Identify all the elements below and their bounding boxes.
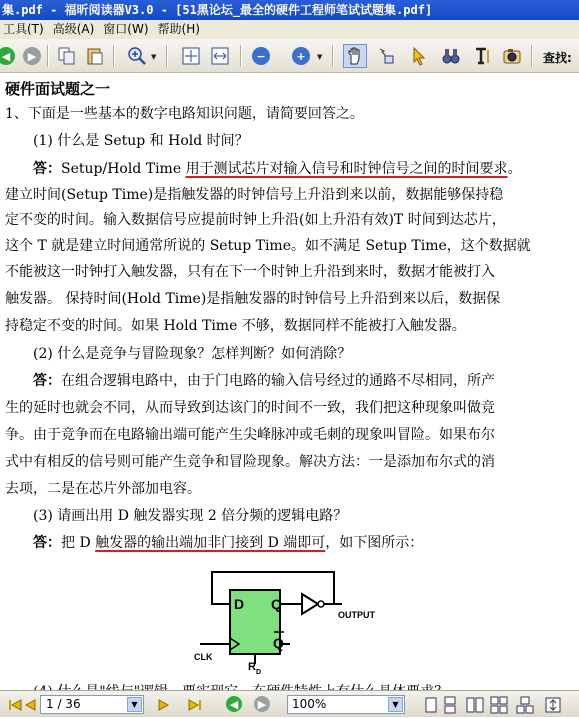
menu-tools[interactable]: 工具(T) xyxy=(3,22,44,36)
answer-1-end: 。 xyxy=(507,161,522,177)
qbar-output-label: Q xyxy=(273,635,284,651)
fit-page-icon[interactable] xyxy=(179,44,203,68)
menu-bar xyxy=(0,20,579,39)
paragraph-line: 定不变的时间。输入数据信号应提前时钟上升沿(如上升沿有效)T 时间到达芯片， xyxy=(5,212,506,228)
menu-window[interactable]: 窗口(W) xyxy=(103,22,149,36)
answer-1-text: Setup/Hold Time xyxy=(61,161,186,177)
chevron-down-icon[interactable]: ▼ xyxy=(317,53,323,61)
zoom-value: 100% xyxy=(292,697,327,711)
zoom-level-field[interactable] xyxy=(287,695,405,714)
toolbar xyxy=(0,39,579,73)
answer-2-text: 在组合逻辑电路中，由于门电路的输入信号经过的通路不尽相同，所产 xyxy=(61,373,495,389)
chevron-down-icon[interactable]: ▼ xyxy=(127,697,142,712)
answer-1-first-line xyxy=(33,160,522,179)
page-title: 硬件面试题之一 xyxy=(5,80,111,98)
highlighted-text: 触发器的输出端加非门接到 D 端即可 xyxy=(95,535,326,551)
cover-view-icon[interactable] xyxy=(516,696,534,714)
document-page xyxy=(0,74,579,690)
paragraph-line: 这个 T 就是建立时间通常所说的 Setup Time。如不满足 Setup Time，这个数据就 xyxy=(5,238,531,254)
prev-page-icon[interactable] xyxy=(23,696,37,714)
q-output-label: Q xyxy=(271,596,282,612)
paragraph-line: 争。由于竞争而在电路输出端可能产生尖峰脉冲或毛刺的现象叫冒险。如果布尔 xyxy=(5,427,495,443)
paragraph-line: 生的延时也就会不同，从而导致到达该门的时间不一致，我们把这种现象叫做竞 xyxy=(5,400,495,416)
answer-label: 答： xyxy=(33,535,61,551)
question-2: (2) 什么是竞争与冒险现象？怎样判断？如何消除？ xyxy=(33,346,352,362)
paragraph-line: 去项，二是在芯片外部加电容。 xyxy=(5,481,201,497)
chevron-down-icon[interactable]: ▼ xyxy=(388,697,403,712)
hand-tool-icon[interactable] xyxy=(343,44,367,68)
find-binoculars-icon[interactable] xyxy=(439,44,463,68)
copy-icon[interactable] xyxy=(55,44,79,68)
zoom-out-icon[interactable]: − xyxy=(249,44,273,68)
not-gate-icon xyxy=(302,594,318,614)
zoom-in-icon[interactable] xyxy=(125,44,149,68)
continuous-view-icon[interactable] xyxy=(443,696,457,714)
forward-icon[interactable]: ▶ xyxy=(20,44,44,68)
not-gate-bubble xyxy=(318,601,324,607)
question-1: (1) 什么是 Setup 和 Hold 时间？ xyxy=(33,133,249,149)
arrow-cursor-icon[interactable] xyxy=(407,44,431,68)
intro-text: 1、下面是一些基本的数字电路知识问题，请简要回答之。 xyxy=(5,106,364,122)
answer-3-post: ，如下图所示： xyxy=(325,535,424,551)
page-number-field[interactable] xyxy=(40,695,144,714)
highlighted-text: 用于测试芯片对输入信号和时钟信号之间的时间要求 xyxy=(185,161,508,177)
paragraph-line: 不能被这一时钟打入触发器，只有在下一个时钟上升沿到来时，数据才能被打入 xyxy=(5,264,495,280)
back-view-icon[interactable]: ◀ xyxy=(226,696,242,714)
paragraph-line: 式中有相反的信号则可能产生竞争和冒险现象。解决方法：一是添加布尔式的消 xyxy=(5,454,495,470)
first-page-icon[interactable] xyxy=(7,696,23,714)
paragraph-line: 触发器。 保持时间(Hold Time)是指触发器的时钟信号上升沿到来以后，数据保 xyxy=(5,291,501,307)
next-page-icon[interactable] xyxy=(157,696,171,714)
forward-view-icon[interactable]: ▶ xyxy=(254,696,270,714)
paste-icon[interactable] xyxy=(83,44,107,68)
paragraph-line: 持稳定不变的时间。如果 Hold Time 不够，数据同样不能被打入触发器。 xyxy=(5,318,466,334)
last-page-icon[interactable] xyxy=(187,696,205,714)
reset-subscript: D xyxy=(256,669,262,676)
page-indicator: 1 / 36 xyxy=(46,697,81,711)
d-input-label: D xyxy=(234,596,245,612)
back-icon[interactable]: ◀ xyxy=(0,44,18,68)
clk-label: CLK xyxy=(194,652,213,662)
answer-3-line xyxy=(33,534,423,553)
answer-label: 答： xyxy=(33,373,61,389)
reset-label: R xyxy=(248,661,256,673)
scroll-view-icon[interactable] xyxy=(544,696,562,714)
window-title: 集.pdf - 福昕阅读器V3.0 - [51黑论坛_最全的硬件工程师笔试试题集.pdf] xyxy=(0,0,579,20)
status-bar xyxy=(0,690,579,717)
snapshot-camera-icon[interactable] xyxy=(500,44,524,68)
select-text-icon[interactable] xyxy=(374,44,398,68)
menu-advanced[interactable]: 高级(A) xyxy=(52,22,95,36)
fit-width-icon[interactable] xyxy=(208,44,232,68)
search-label: 查找: xyxy=(543,51,572,65)
facing-view-icon[interactable] xyxy=(466,696,484,714)
d-flipflop-circuit-diagram xyxy=(190,568,400,678)
question-3: (3) 请画出用 D 触发器实现 2 倍分频的逻辑电路？ xyxy=(33,508,348,524)
typewriter-icon[interactable] xyxy=(470,44,494,68)
paragraph-line: 建立时间(Setup Time)是指触发器的时钟信号上升沿到来以前，数据能够保持稳 xyxy=(5,187,504,203)
single-page-view-icon[interactable] xyxy=(424,696,438,714)
answer-3-pre: 把 D xyxy=(61,535,96,551)
zoom-plus-icon[interactable]: + xyxy=(289,44,313,68)
continuous-facing-view-icon[interactable] xyxy=(490,696,508,714)
output-label: OUTPUT xyxy=(338,610,375,620)
menu-help[interactable]: 帮助(H) xyxy=(157,22,200,36)
chevron-down-icon[interactable]: ▼ xyxy=(151,53,157,61)
answer-label: 答： xyxy=(33,161,61,177)
answer-2-first-line xyxy=(33,372,495,391)
